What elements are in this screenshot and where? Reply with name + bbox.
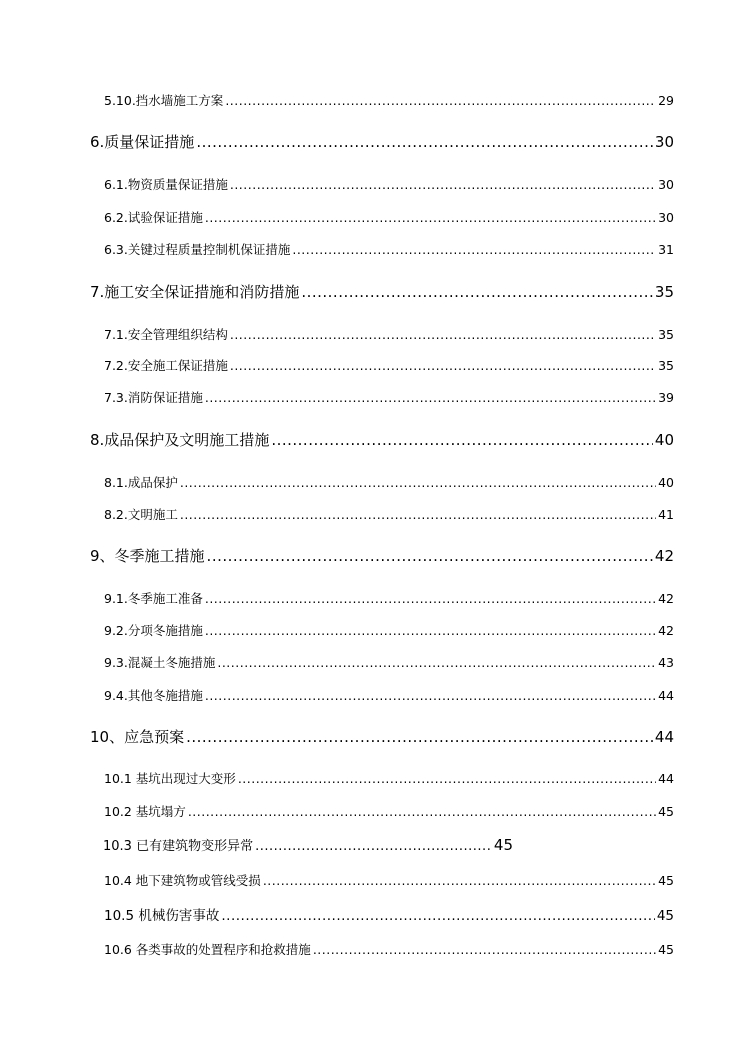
toc-entry-chapter[interactable] [90, 281, 674, 302]
toc-entry-title: 10.6 各类事故的处置程序和抢救措施 [104, 942, 311, 957]
toc-entry-title: 9.4.其他冬施措施 [104, 688, 203, 703]
toc-leader-dots [292, 242, 656, 257]
toc-leader-dots [180, 507, 656, 522]
toc-entry-title: 9、冬季施工措施 [90, 547, 205, 565]
toc-entry[interactable] [104, 940, 674, 958]
toc-entry[interactable] [104, 175, 674, 193]
toc-entry-title: 5.10.挡水墙施工方案 [104, 93, 224, 108]
toc-entry-title: 6.2.试验保证措施 [104, 210, 203, 225]
toc-leader-dots [230, 358, 656, 373]
toc-leader-dots [217, 655, 656, 670]
toc-entry-title: 9.3.混凝土冬施措施 [104, 655, 216, 670]
toc-entry[interactable] [104, 208, 674, 226]
toc-entry-title: 9.2.分项冬施措施 [104, 623, 203, 638]
toc-entry[interactable] [104, 388, 674, 406]
toc-entry-title: 8.2.文明施工 [104, 507, 178, 522]
toc-entry-page: 35 [658, 327, 674, 342]
toc-entry[interactable] [104, 589, 674, 607]
toc-entry-page: 30 [654, 133, 674, 151]
toc-entry-page: 31 [658, 242, 674, 257]
toc-entry-title: 7.2.安全施工保证措施 [104, 358, 228, 373]
toc-leader-dots [238, 771, 656, 786]
toc-entry-page: 42 [658, 623, 674, 638]
toc-leader-dots [271, 431, 653, 449]
toc-entry[interactable] [103, 835, 513, 854]
toc-leader-dots [205, 210, 656, 225]
toc-entry-title: 10.4 地下建筑物或管线受损 [104, 873, 261, 888]
toc-entry-page: 35 [658, 358, 674, 373]
toc-leader-dots [301, 283, 653, 301]
toc-leader-dots [196, 133, 653, 151]
toc-entry-chapter[interactable] [90, 429, 674, 450]
toc-entry[interactable] [104, 686, 674, 704]
toc-entry-page: 45 [493, 836, 513, 854]
toc-entry[interactable] [104, 91, 674, 109]
toc-entry[interactable] [104, 802, 674, 820]
toc-entry-page: 29 [658, 93, 674, 108]
toc-entry-title: 10.5 机械伤害事故 [104, 908, 220, 924]
toc-entry-page: 45 [656, 908, 674, 924]
toc-leader-dots [188, 804, 656, 819]
toc-entry-title: 8.1.成品保护 [104, 475, 178, 490]
toc-leader-dots [205, 591, 656, 606]
toc-entry-title: 7.施工安全保证措施和消防措施 [90, 283, 300, 301]
toc-entry-chapter[interactable] [90, 545, 674, 566]
toc-entry-page: 45 [658, 942, 674, 957]
toc-entry-page: 45 [658, 873, 674, 888]
toc-entry-title: 6.1.物资质量保证措施 [104, 177, 228, 192]
toc-entry-title: 10.3 已有建筑物变形异常 [103, 839, 254, 854]
toc-entry[interactable] [104, 621, 674, 639]
toc-leader-dots [230, 177, 656, 192]
toc-entry-page: 44 [654, 728, 674, 746]
toc-entry-page: 45 [658, 804, 674, 819]
toc-leader-dots [263, 873, 656, 888]
toc-entry-page: 30 [658, 177, 674, 192]
toc-entry-title: 10.2 基坑塌方 [104, 804, 186, 819]
toc-entry-title: 10、应急预案 [90, 728, 185, 746]
toc-entry-title: 10.1 基坑出现过大变形 [104, 771, 236, 786]
toc-leader-dots [230, 327, 656, 342]
toc-entry-page: 43 [658, 655, 674, 670]
toc-leader-dots [221, 908, 654, 924]
toc-entry-page: 42 [658, 591, 674, 606]
toc-entry[interactable] [104, 871, 674, 889]
toc-entry-title: 7.3.消防保证措施 [104, 390, 203, 405]
toc-leader-dots [205, 623, 656, 638]
toc-leader-dots [207, 547, 653, 565]
toc-leader-dots [225, 93, 656, 108]
toc-entry-page: 41 [658, 507, 674, 522]
toc-entry[interactable] [104, 240, 674, 258]
toc-entry-page: 30 [658, 210, 674, 225]
toc-entry-title: 9.1.冬季施工准备 [104, 591, 203, 606]
toc-entry-chapter[interactable] [90, 131, 674, 152]
toc-leader-dots [180, 475, 656, 490]
toc-entry-title: 7.1.安全管理组织结构 [104, 327, 228, 342]
toc-entry-title: 8.成品保护及文明施工措施 [90, 431, 270, 449]
toc-entry-title: 6.3.关键过程质量控制机保证措施 [104, 242, 291, 257]
toc-entry-page: 44 [658, 771, 674, 786]
toc-entry-page: 40 [658, 475, 674, 490]
toc-entry-page: 35 [654, 283, 674, 301]
toc-entry-page: 40 [654, 431, 674, 449]
toc-entry-page: 39 [658, 390, 674, 405]
toc-leader-dots [255, 839, 492, 854]
toc-entry-page: 42 [654, 547, 674, 565]
toc-entry[interactable] [104, 325, 674, 343]
toc-entry[interactable] [104, 769, 674, 787]
toc-leader-dots [313, 942, 656, 957]
toc-entry-chapter[interactable] [90, 726, 674, 747]
toc-leader-dots [186, 728, 653, 746]
toc-leader-dots [205, 688, 656, 703]
toc-leader-dots [205, 390, 656, 405]
toc-entry-title: 6.质量保证措施 [90, 133, 195, 151]
toc-entry-page: 44 [658, 688, 674, 703]
toc-entry[interactable] [104, 904, 674, 924]
toc-entry[interactable] [104, 653, 674, 671]
toc-entry[interactable] [104, 473, 674, 491]
toc-entry[interactable] [104, 356, 674, 374]
toc-entry[interactable] [104, 505, 674, 523]
